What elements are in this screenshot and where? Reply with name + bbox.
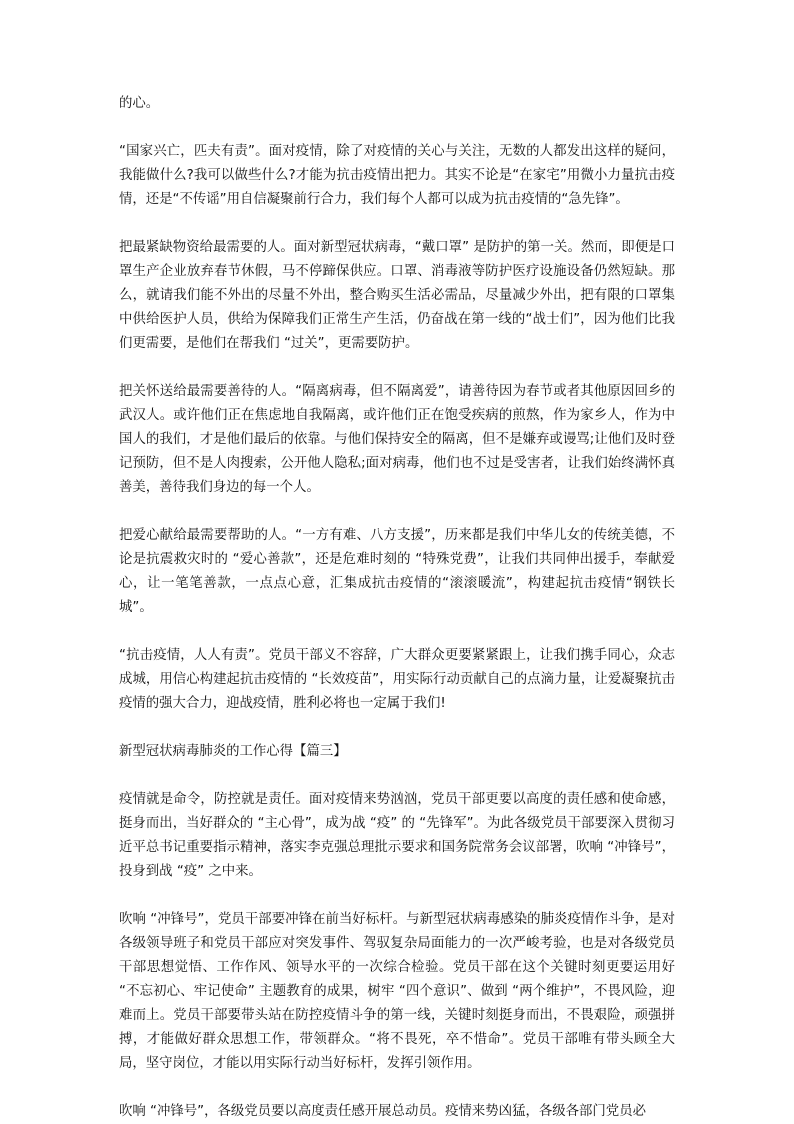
paragraph-epidemic-is-order: 疫情就是命令，防控就是责任。面对疫情来势汹汹，党员干部更要以高度的责任感和使命感，挺身而出，当好群众的 “主心骨”，成为战 “疫” 的 “先锋军”。为此各级党员干部要深入贯彻习近平总书记重要指示精神，落实李克强总理批示要求和国务院常务会议部署，吹响 “冲锋号”，投身到战 “疫” 之中来。	[119, 792, 675, 879]
paragraph-care-for-wuhan: 把关怀送给最需要善待的人。“隔离病毒，但不隔离爱”，请善待因为春节或者其他原因回乡的武汉人。或许他们正在焦虑地自我隔离，或许他们正在饱受疾病的煎熬，作为家乡人，作为中国人的我们，才是他们最后的依靠。与他们保持安全的隔离，但不是嫌弃或谩骂;让他们及时登记预防，但不是人肉搜索，公开他人隐私;面对病毒，他们也不过是受害者，让我们始终满怀真善美，善待我们身边的每一个人。	[119, 384, 675, 495]
section-heading: 新型冠状病毒肺炎的工作心得【篇三】	[119, 744, 347, 759]
paragraph-scarce-supplies: 把最紧缺物资给最需要的人。面对新型冠状病毒，“戴口罩” 是防护的第一关。然而，即便是口罩生产企业放弃春节休假，马不停蹄保供应。口罩、消毒液等防护医疗设施设备仍然短缺。那么，就请我们能不外出的尽量不外出，整合购买生活必需品，尽量减少外出，把有限的口罩集中供给医护人员，供给为保障我们正常生产生活，仍奋战在第一线的“战士们”，因为他们比我们更需要，是他们在帮我们 “过关”，更需要防护。	[119, 240, 675, 351]
paragraph-national-duty: “国家兴亡，匹夫有责”。面对疫情，除了对疫情的关心与关注，无数的人都发出这样的疑问，我能做什么?我可以做些什么?才能为抗击疫情出把力。其实不论是“在家宅”用微小力量抗击疫情，还是“不传谣”用自信凝聚前行合力，我们每个人都可以成为抗击疫情的“急先锋”。	[119, 144, 675, 207]
paragraph-continuation: 的心。	[119, 96, 160, 111]
paragraph-donations: 把爱心献给最需要帮助的人。“一方有难、八方支援”，历来都是我们中华儿女的传统美德，不论是抗震救灾时的 “爱心善款”，还是危难时刻的 “特殊党费”，让我们共同伸出援手，奉献爱心，让一笔笔善款，一点点心意，汇集成抗击疫情的“滚滚暖流”，构建起抗击疫情“钢铁长城”。	[119, 528, 675, 615]
document-body	[119, 92, 675, 1124]
paragraph-mobilization: 吹响 “冲锋号”，各级党员要以高度责任感开展总动员。疫情来势凶猛，各级各部门党员必	[119, 1104, 646, 1119]
paragraph-everyone-responsible: “抗击疫情，人人有责”。党员干部义不容辞，广大群众更要紧紧跟上，让我们携手同心，众志成城，用信心构建起抗击疫情的 “长效疫苗”，用实际行动贡献自己的点滴力量，让爱凝聚抗击疫情的强大合力，迎战疫情，胜利必将也一定属于我们!	[119, 648, 675, 711]
paragraph-lead-by-example: 吹响 “冲锋号”，党员干部要冲锋在前当好标杆。与新型冠状病毒感染的肺炎疫情作斗争，是对各级领导班子和党员干部应对突发事件、驾驭复杂局面能力的一次严峻考验，也是对各级党员干部思想觉悟、工作作风、领导水平的一次综合检验。党员干部在这个关键时刻更要运用好 “不忘初心、牢记使命” 主题教育的成果，树牢 “四个意识”、做到 “两个维护”，不畏风险，迎难而上。党员干部要带头站在防控疫情斗争的第一线，关键时刻挺身而出，不畏艰险，顽强拼搏，才能做好群众思想工作，带领群众。“将不畏死，卒不惜命”。党员干部唯有带头顾全大局，坚守岗位，才能以用实际行动当好标杆，发挥引领作用。	[119, 912, 675, 1071]
